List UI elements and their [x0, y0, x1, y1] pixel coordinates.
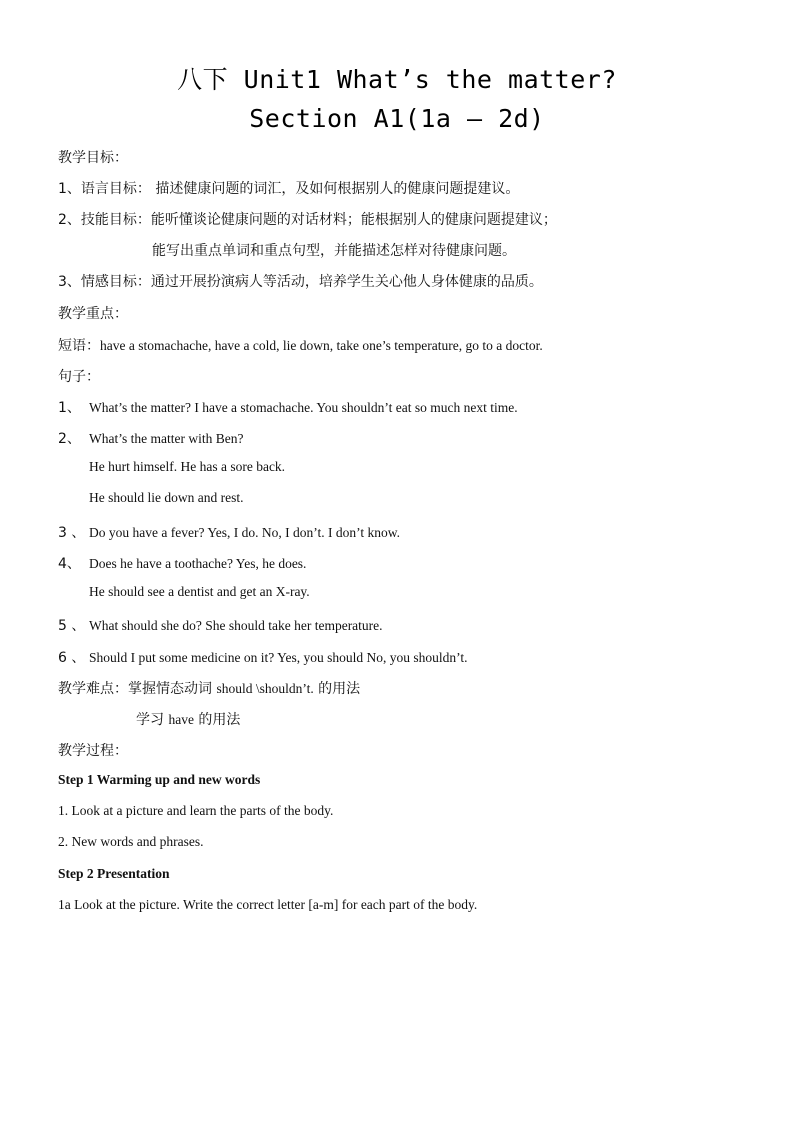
difficulty-text: 掌握情态动词 — [128, 681, 217, 697]
sentence-item — [58, 553, 306, 573]
sentence-item — [58, 397, 518, 417]
objective-emotion: 3、情感目标：通过开展扮演病人等活动，培养学生关心他人身体健康的品质。 — [58, 274, 543, 290]
sentence-number: 2、 — [58, 431, 81, 447]
difficulties-heading: 教学难点： — [58, 681, 128, 697]
section-subtitle: Section A1(1a – 2d) — [249, 104, 545, 133]
difficulties-line — [58, 678, 360, 698]
sentence-number: 4、 — [58, 556, 81, 572]
difficulty-keyword: should \shouldn’t. — [216, 681, 314, 696]
phrases-label: 短语： — [58, 338, 100, 354]
sentence-continuation: He should see a dentist and get an X-ray. — [89, 584, 310, 599]
sentence-continuation: He hurt himself. He has a sore back. — [89, 459, 286, 474]
sentence-text: Does he have a toothache? Yes, he does. — [89, 556, 307, 571]
sentences-label: 句子： — [58, 369, 100, 385]
process-heading: 教学过程： — [58, 743, 128, 759]
sentence-text: What’s the matter? I have a stomachache. You shouldn’t eat so much next time. — [89, 400, 518, 415]
phrases-text: have a stomachache, have a cold, lie down, take one’s temperature, go to a doctor. — [100, 338, 543, 353]
step1-item: 1. Look at a picture and learn the parts of the body. — [58, 803, 334, 818]
step2-item: 1a Look at the picture. Write the correct letter [a-m] for each part of the body. — [58, 897, 478, 912]
objective-language: 1、语言目标： 描述健康问题的词汇，及如何根据别人的健康问题提建议。 — [58, 181, 520, 197]
sentence-number: 3 、 — [58, 525, 86, 541]
step1-item: 2. New words and phrases. — [58, 834, 204, 849]
sentence-text: Do you have a fever? Yes, I do. No, I don’t. I don’t know. — [89, 525, 400, 540]
difficulty-text: 学习 — [136, 712, 169, 728]
step1-title: Step 1 Warming up and new words — [58, 772, 261, 787]
sentence-text: What’s the matter with Ben? — [89, 431, 244, 446]
sentence-text: What should she do? She should take her temperature. — [89, 618, 383, 633]
difficulty-text: 的用法 — [193, 712, 241, 728]
objective-skills: 2、技能目标：能听懂谈论健康问题的对话材料；能根据别人的健康问题提建议； — [58, 212, 557, 228]
sentence-text: Should I put some medicine on it? Yes, you should No, you shouldn’t. — [89, 650, 468, 665]
objectives-heading: 教学目标： — [58, 150, 128, 166]
sentence-item — [58, 522, 400, 542]
sentence-continuation: He should lie down and rest. — [89, 490, 244, 505]
key-points-heading: 教学重点： — [58, 306, 128, 322]
difficulties-line-2 — [136, 709, 240, 729]
sentence-number: 1、 — [58, 400, 81, 416]
difficulty-keyword: have — [168, 712, 194, 727]
difficulty-text: 的用法 — [313, 681, 361, 697]
lesson-title: 八下 Unit1 What’s the matter? — [177, 65, 617, 94]
sentence-number: 6 、 — [58, 650, 86, 666]
objective-skills-continued: 能写出重点单词和重点句型，并能描述怎样对待健康问题。 — [152, 243, 516, 259]
sentence-number: 5 、 — [58, 618, 86, 634]
sentence-item — [58, 615, 383, 635]
sentence-item — [58, 428, 243, 448]
sentence-item — [58, 647, 468, 667]
step2-title: Step 2 Presentation — [58, 866, 170, 881]
phrases-line — [58, 335, 543, 355]
